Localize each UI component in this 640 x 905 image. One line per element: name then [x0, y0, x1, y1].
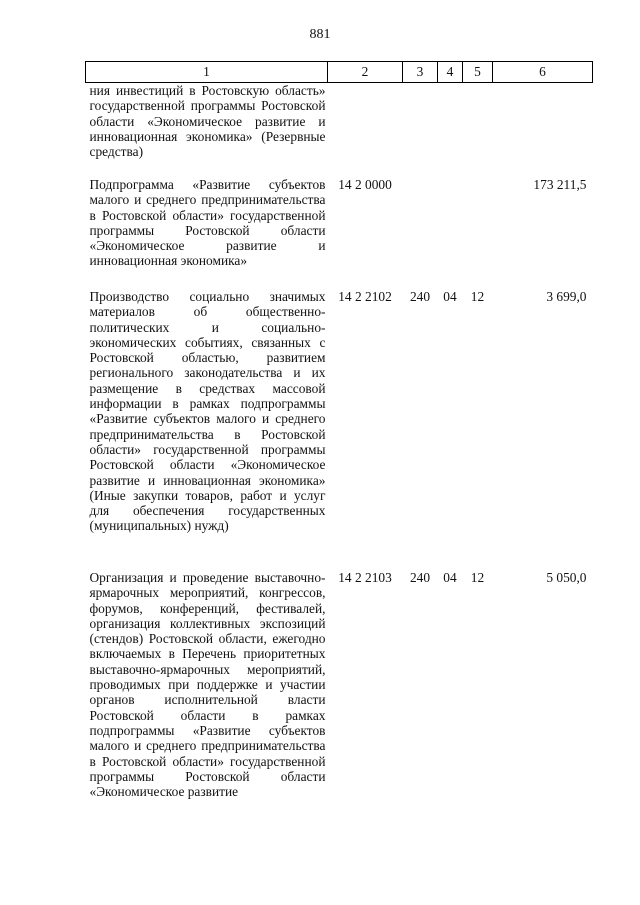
header-row — [86, 62, 593, 83]
row-vr: 240 — [409, 289, 431, 304]
row-vr — [403, 83, 438, 170]
row-code — [328, 83, 403, 170]
row-vr — [403, 169, 438, 281]
row-rz — [438, 169, 463, 281]
table-row — [86, 281, 593, 562]
row-amount: 5 050,0 — [546, 570, 587, 585]
row-code: 14 2 2102 — [338, 289, 392, 304]
header-col-3: 3 — [403, 62, 438, 83]
header-col-2: 2 — [328, 62, 403, 83]
row-rz: 04 — [443, 570, 457, 585]
table-row — [86, 169, 593, 281]
row-code: 14 2 2103 — [338, 570, 392, 585]
row-rz — [438, 83, 463, 170]
header-col-5: 5 — [463, 62, 493, 83]
row-description: Организация и проведение выставочно-ярмарочных мероприятий, конгрессов, форумов, конференций, фестивалей, организация коллективных экспозиций (стендов) Ростовской области, ежегодно включаемых в Перечень приоритетных выставочно-ярмарочных мероприятий, проводимых при поддержке и участии органов исполнительной власти Ростовской области в рамках подпрограммы «Развитие субъектов малого и среднего предпринимательства в Ростовской области» государственной программы Ростовской области «Экономическое развитие — [89, 570, 326, 800]
budget-table — [85, 61, 593, 799]
row-description: Подпрограмма «Развитие субъектов малого и среднего предпринимательства в Ростовской области» государственной программы Ростовской области «Экономическое развитие и инновационная экономика» — [89, 177, 326, 269]
table-row — [86, 83, 593, 170]
row-description: ния инвестиций в Ростовскую область» государственной программы Ростовской области «Экономическое развитие и инновационная экономика» (Резервные средства) — [89, 83, 326, 160]
row-amount: 3 699,0 — [546, 289, 587, 304]
row-pr — [463, 83, 493, 170]
row-pr: 12 — [470, 289, 485, 304]
header-col-1: 1 — [86, 62, 328, 83]
table-row — [86, 562, 593, 799]
page-number: 881 — [309, 27, 331, 42]
row-vr: 240 — [409, 570, 431, 585]
row-code: 14 2 0000 — [338, 177, 392, 192]
header-col-6: 6 — [493, 62, 593, 83]
row-amount: 173 211,5 — [533, 177, 587, 192]
row-rz: 04 — [443, 289, 457, 304]
row-pr — [463, 169, 493, 281]
row-description: Производство социально значимых материалов об общественно-политических и социально-экономических событиях, связанных с Ростовской областью, развитием регионального законодательства и их размещение в средствах массовой информации в рамках подпрограммы «Развитие субъектов малого и среднего предпринимательства в Ростовской области» государственной программы Ростовской области «Экономическое развитие и инновационная экономика» (Иные закупки товаров, работ и услуг для обеспечения государственных (муниципальных) нужд) — [89, 289, 326, 534]
row-pr: 12 — [470, 570, 485, 585]
row-amount — [493, 83, 593, 170]
header-col-4: 4 — [438, 62, 463, 83]
